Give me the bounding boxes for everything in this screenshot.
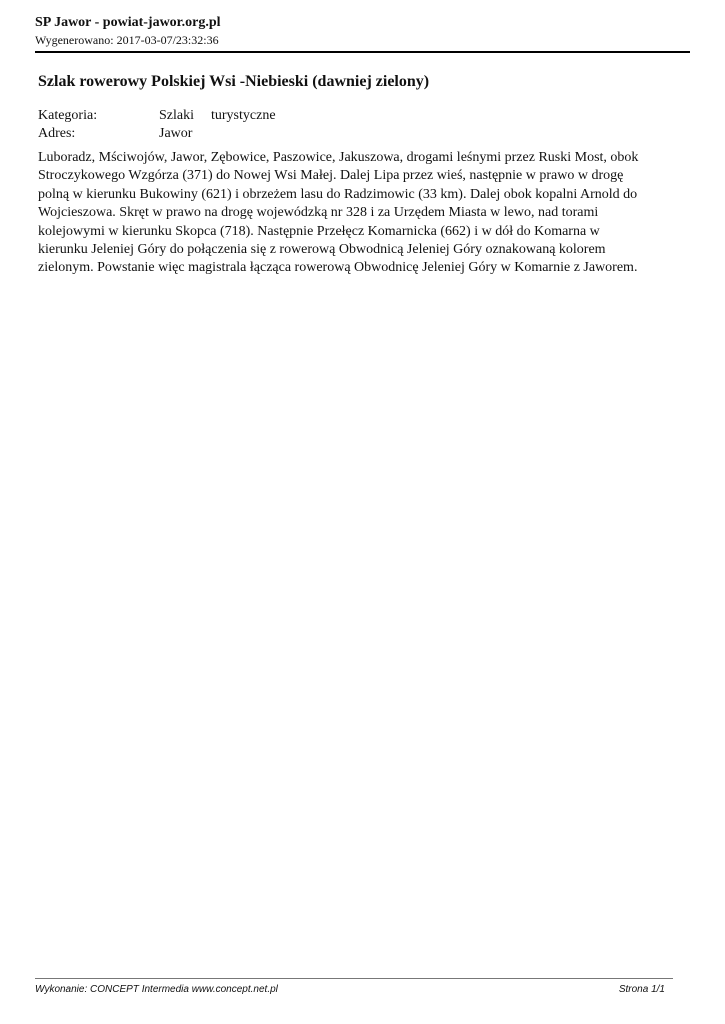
- footer-divider: [35, 978, 673, 979]
- address-value: Jawor: [159, 126, 193, 141]
- generated-timestamp: Wygenerowano: 2017-03-07/23:32:36: [35, 33, 219, 47]
- article-title: Szlak rowerowy Polskiej Wsi -Niebieski (dawniej zielony): [38, 73, 430, 90]
- footer-credit: Wykonanie: CONCEPT Intermedia www.concept.net.pl: [35, 984, 278, 995]
- page-number: Strona 1/1: [618, 984, 665, 995]
- address-label: Adres:: [38, 126, 76, 141]
- article-body: Luboradz, Mściwojów, Jawor, Zębowice, Paszowice, Jakuszowa, drogami leśnymi przez Ruski Most, obok Stroczykowego Wzgórza (371) do Nowej Wsi Małej. Dalej Lipa przez wieś, następnie w prawo w drogę polną w kierunku Bukowiny (621) i obrzeżem lasu do Radzimowic (33 km). Dalej obok kopalni Arnold do Wojcieszowa. Skręt w prawo na drogę wojewódzką nr 328 i za Urzędem Miasta w lewo, nad torami kolejowymi w kierunku Skopca (718). Następnie Przełęcz Komarnicka (662) i w dół do Komarna w kierunku Jeleniej Góry do połączenia się z rowerową Obwodnicą Jeleniej Góry oznakowaną kolorem zielonym. Powstanie więc magistrala łącząca rowerową Obwodnicę Jeleniej Góry w Komarnie z Jaworem.: [38, 150, 639, 276]
- category-value: [159, 107, 276, 125]
- site-name: SP Jawor - powiat-jawor.org.pl: [35, 15, 221, 30]
- category-label: Kategoria:: [38, 108, 98, 123]
- category-value-word-1: Szlaki: [159, 108, 194, 123]
- category-value-word-2: turystyczne: [211, 108, 276, 123]
- page-header: [35, 14, 690, 48]
- header-divider: [35, 51, 690, 53]
